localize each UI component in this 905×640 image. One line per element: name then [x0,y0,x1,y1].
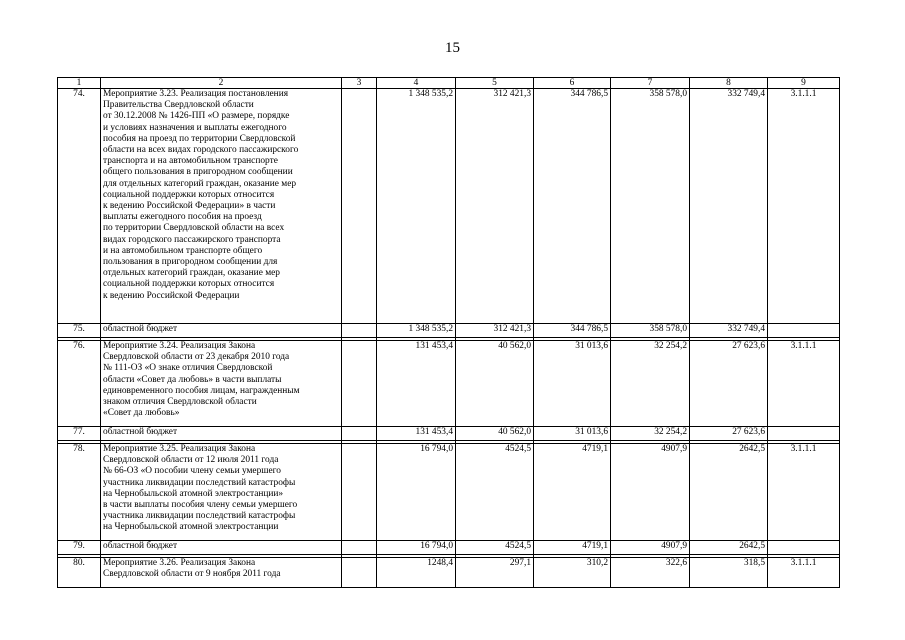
row-col-5: 297,1 [456,558,534,588]
row-description: Мероприятие 3.23. Реализация постановления Правительства Свердловской области от 30.12.2008 № 1426-ПП «О размере, порядке и условиях назначения и выплаты ежегодного пособия на проезд по территории Свердловской области на всех видах городского пассажирского транспорта и на автомобильном транспорте общего пользования в пригородном сообщении для отдельных категорий граждан, оказание мер социальной поддержки которых относится к ведению Российской Федерации» в части выплаты ежегодного пособия на проезд по территории Свердловской области на всех видах городского пассажирского транспорта и на автомобильном транспорте общего пользования в пригородном сообщении для отдельных категорий граждан, оказание мер социальной поддержки которых относится к ведению Российской Федерации [101,89,342,324]
row-col-7: 358 578,0 [611,324,690,338]
row-col-5: 312 421,3 [456,324,534,338]
row-number: 78. [58,444,101,541]
row-description: Мероприятие 3.25. Реализация Закона Свердловской области от 12 июля 2011 года № 66-ОЗ «О пособии члену семьи умершего участника ликвидации последствий катастрофы на Чернобыльской атомной электростанции» в части выплаты пособия члену семьи умершего участника ликвидации последствий катастрофы на Чернобыльской атомной электростанции [101,444,342,541]
row-col-6: 4719,1 [534,541,611,555]
table-row [58,89,840,324]
table-row [58,541,840,555]
table-row [58,324,840,338]
header-col-7: 7 [611,78,690,89]
row-col-8: 27 623,6 [690,427,768,441]
row-col-6: 310,2 [534,558,611,588]
row-number: 79. [58,541,101,555]
row-col-3 [342,541,377,555]
row-col-5: 312 421,3 [456,89,534,324]
row-col-3 [342,341,377,427]
budget-table [57,77,840,588]
row-col-5: 4524,5 [456,541,534,555]
header-row [58,78,840,89]
page-number: 15 [445,40,460,56]
header-col-1: 1 [58,78,101,89]
row-col-8: 318,5 [690,558,768,588]
header-col-6: 6 [534,78,611,89]
table-row [58,558,840,588]
row-col-7: 4907,9 [611,444,690,541]
row-col-5: 4524,5 [456,444,534,541]
row-number: 80. [58,558,101,588]
header-col-3: 3 [342,78,377,89]
header-col-9: 9 [768,78,840,89]
row-col-7: 32 254,2 [611,341,690,427]
row-col-7: 4907,9 [611,541,690,555]
row-col-3 [342,89,377,324]
row-col-3 [342,324,377,338]
row-col-5: 40 562,0 [456,427,534,441]
row-col-7: 32 254,2 [611,427,690,441]
header-col-8: 8 [690,78,768,89]
row-col-9: 3.1.1.1 [768,558,840,588]
row-col-5: 40 562,0 [456,341,534,427]
row-col-4: 16 794,0 [377,444,456,541]
row-col-4: 131 453,4 [377,427,456,441]
row-col-9: 3.1.1.1 [768,444,840,541]
row-col-9: 3.1.1.1 [768,341,840,427]
row-col-8: 332 749,4 [690,324,768,338]
row-col-4: 1 348 535,2 [377,324,456,338]
row-col-6: 344 786,5 [534,89,611,324]
row-col-3 [342,444,377,541]
row-col-8: 2642,5 [690,444,768,541]
row-col-4: 1 348 535,2 [377,89,456,324]
row-col-6: 4719,1 [534,444,611,541]
row-col-6: 31 013,6 [534,341,611,427]
row-col-9: 3.1.1.1 [768,89,840,324]
row-col-7: 358 578,0 [611,89,690,324]
row-col-8: 332 749,4 [690,89,768,324]
row-number: 75. [58,324,101,338]
table-row [58,427,840,441]
row-col-3 [342,427,377,441]
row-col-9 [768,427,840,441]
header-col-4: 4 [377,78,456,89]
table-row [58,341,840,427]
row-col-4: 16 794,0 [377,541,456,555]
row-number: 77. [58,427,101,441]
row-col-8: 27 623,6 [690,341,768,427]
row-description: Мероприятие 3.24. Реализация Закона Свердловской области от 23 декабря 2010 года № 111-ОЗ «О знаке отличия Свердловской области «Совет да любовь» в части выплаты единовременного пособия лицам, награжденным знаком отличия Свердловской области «Совет да любовь» [101,341,342,427]
row-description: Мероприятие 3.26. Реализация Закона Свердловской области от 9 ноября 2011 года [101,558,342,588]
row-number: 76. [58,341,101,427]
row-col-7: 322,6 [611,558,690,588]
row-description: областной бюджет [101,427,342,441]
row-col-6: 344 786,5 [534,324,611,338]
row-number: 74. [58,89,101,324]
header-col-2: 2 [101,78,342,89]
row-col-9 [768,541,840,555]
row-col-9 [768,324,840,338]
row-description: областной бюджет [101,324,342,338]
row-col-3 [342,558,377,588]
row-col-4: 131 453,4 [377,341,456,427]
row-col-8: 2642,5 [690,541,768,555]
row-description: областной бюджет [101,541,342,555]
row-col-4: 1248,4 [377,558,456,588]
row-col-6: 31 013,6 [534,427,611,441]
header-col-5: 5 [456,78,534,89]
table-row [58,444,840,541]
